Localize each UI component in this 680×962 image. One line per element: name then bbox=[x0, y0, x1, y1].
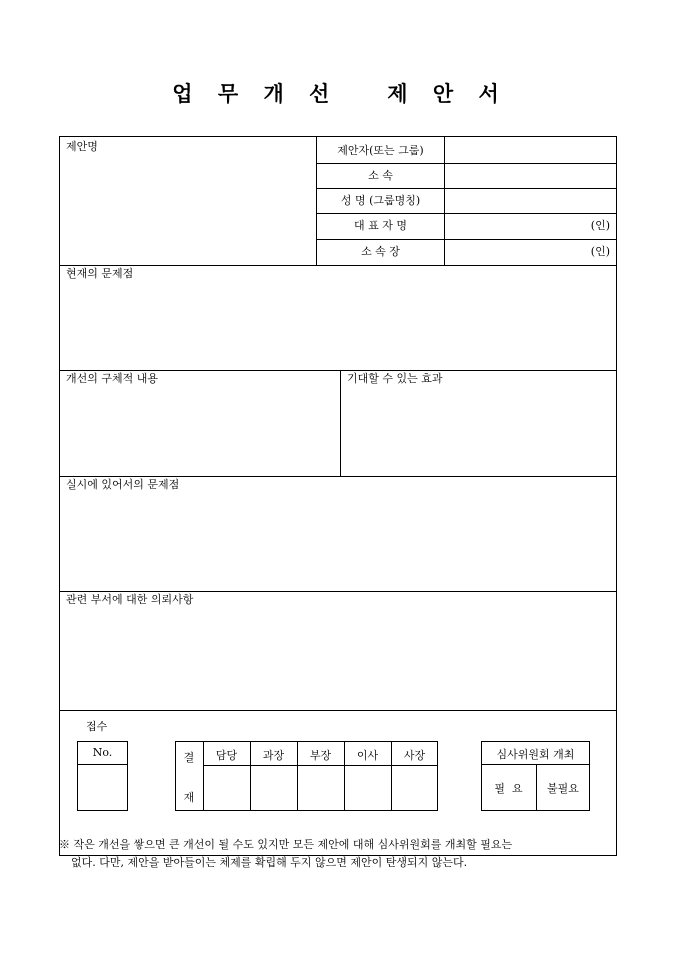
committee-label: 심사위원회 개최 bbox=[496, 748, 575, 761]
section-divider bbox=[60, 476, 616, 477]
implementation-problems-label: 실시에 있어서의 문제점 bbox=[66, 478, 180, 491]
current-problems-label: 현재의 문제점 bbox=[66, 267, 134, 280]
role-manager: 부장 bbox=[309, 749, 332, 762]
section-divider bbox=[60, 591, 616, 592]
document-title: 업 무 개 선 제 안 서 bbox=[172, 81, 508, 106]
name-label: 성 명 (그룹명칭) bbox=[340, 194, 421, 207]
affiliation-label: 소 속 bbox=[368, 169, 393, 182]
department-head-label: 소 속 장 bbox=[361, 245, 400, 258]
proposal-form bbox=[59, 136, 617, 856]
footnote-line-1: ※ 작은 개선을 쌓으면 큰 개선이 될 수도 있지만 모든 제안에 대해 심사위원회를 개최할 필요는 bbox=[59, 838, 513, 851]
header-value-divider bbox=[444, 137, 445, 265]
committee-required: 필 요 bbox=[494, 782, 523, 795]
improvement-details-label: 개선의 구체적 내용 bbox=[66, 372, 159, 385]
section-divider bbox=[60, 710, 616, 711]
receipt-number-label: No. bbox=[92, 746, 113, 759]
expected-effects-label: 기대할 수 있는 효과 bbox=[347, 372, 443, 385]
department-head-seal: (인) bbox=[590, 245, 610, 258]
role-staff: 담당 bbox=[215, 749, 238, 762]
committee-not-required: 불필요 bbox=[547, 782, 579, 795]
approval-label-bottom: 재 bbox=[183, 791, 195, 804]
role-president: 사장 bbox=[403, 749, 426, 762]
department-requests-label: 관련 부서에 대한 의뢰사항 bbox=[66, 593, 194, 606]
footnote-line-2: 없다. 다만, 제안을 받아들이는 체제를 확립해 두지 않으면 제안이 탄생되지 않는다. bbox=[71, 856, 468, 869]
role-section-chief: 과장 bbox=[262, 749, 285, 762]
section-divider bbox=[60, 265, 616, 266]
representative-label: 대 표 자 명 bbox=[354, 219, 407, 232]
representative-seal: (인) bbox=[590, 219, 610, 232]
approval-label-top: 결 bbox=[183, 751, 195, 764]
proposal-name-label: 제안명 bbox=[66, 140, 98, 153]
role-director: 이사 bbox=[356, 749, 379, 762]
footnote bbox=[59, 836, 639, 872]
receipt-label: 접수 bbox=[86, 720, 108, 733]
improvement-divider bbox=[340, 370, 341, 476]
section-divider bbox=[60, 370, 616, 371]
proposer-label: 제안자(또는 그룹) bbox=[337, 144, 424, 157]
